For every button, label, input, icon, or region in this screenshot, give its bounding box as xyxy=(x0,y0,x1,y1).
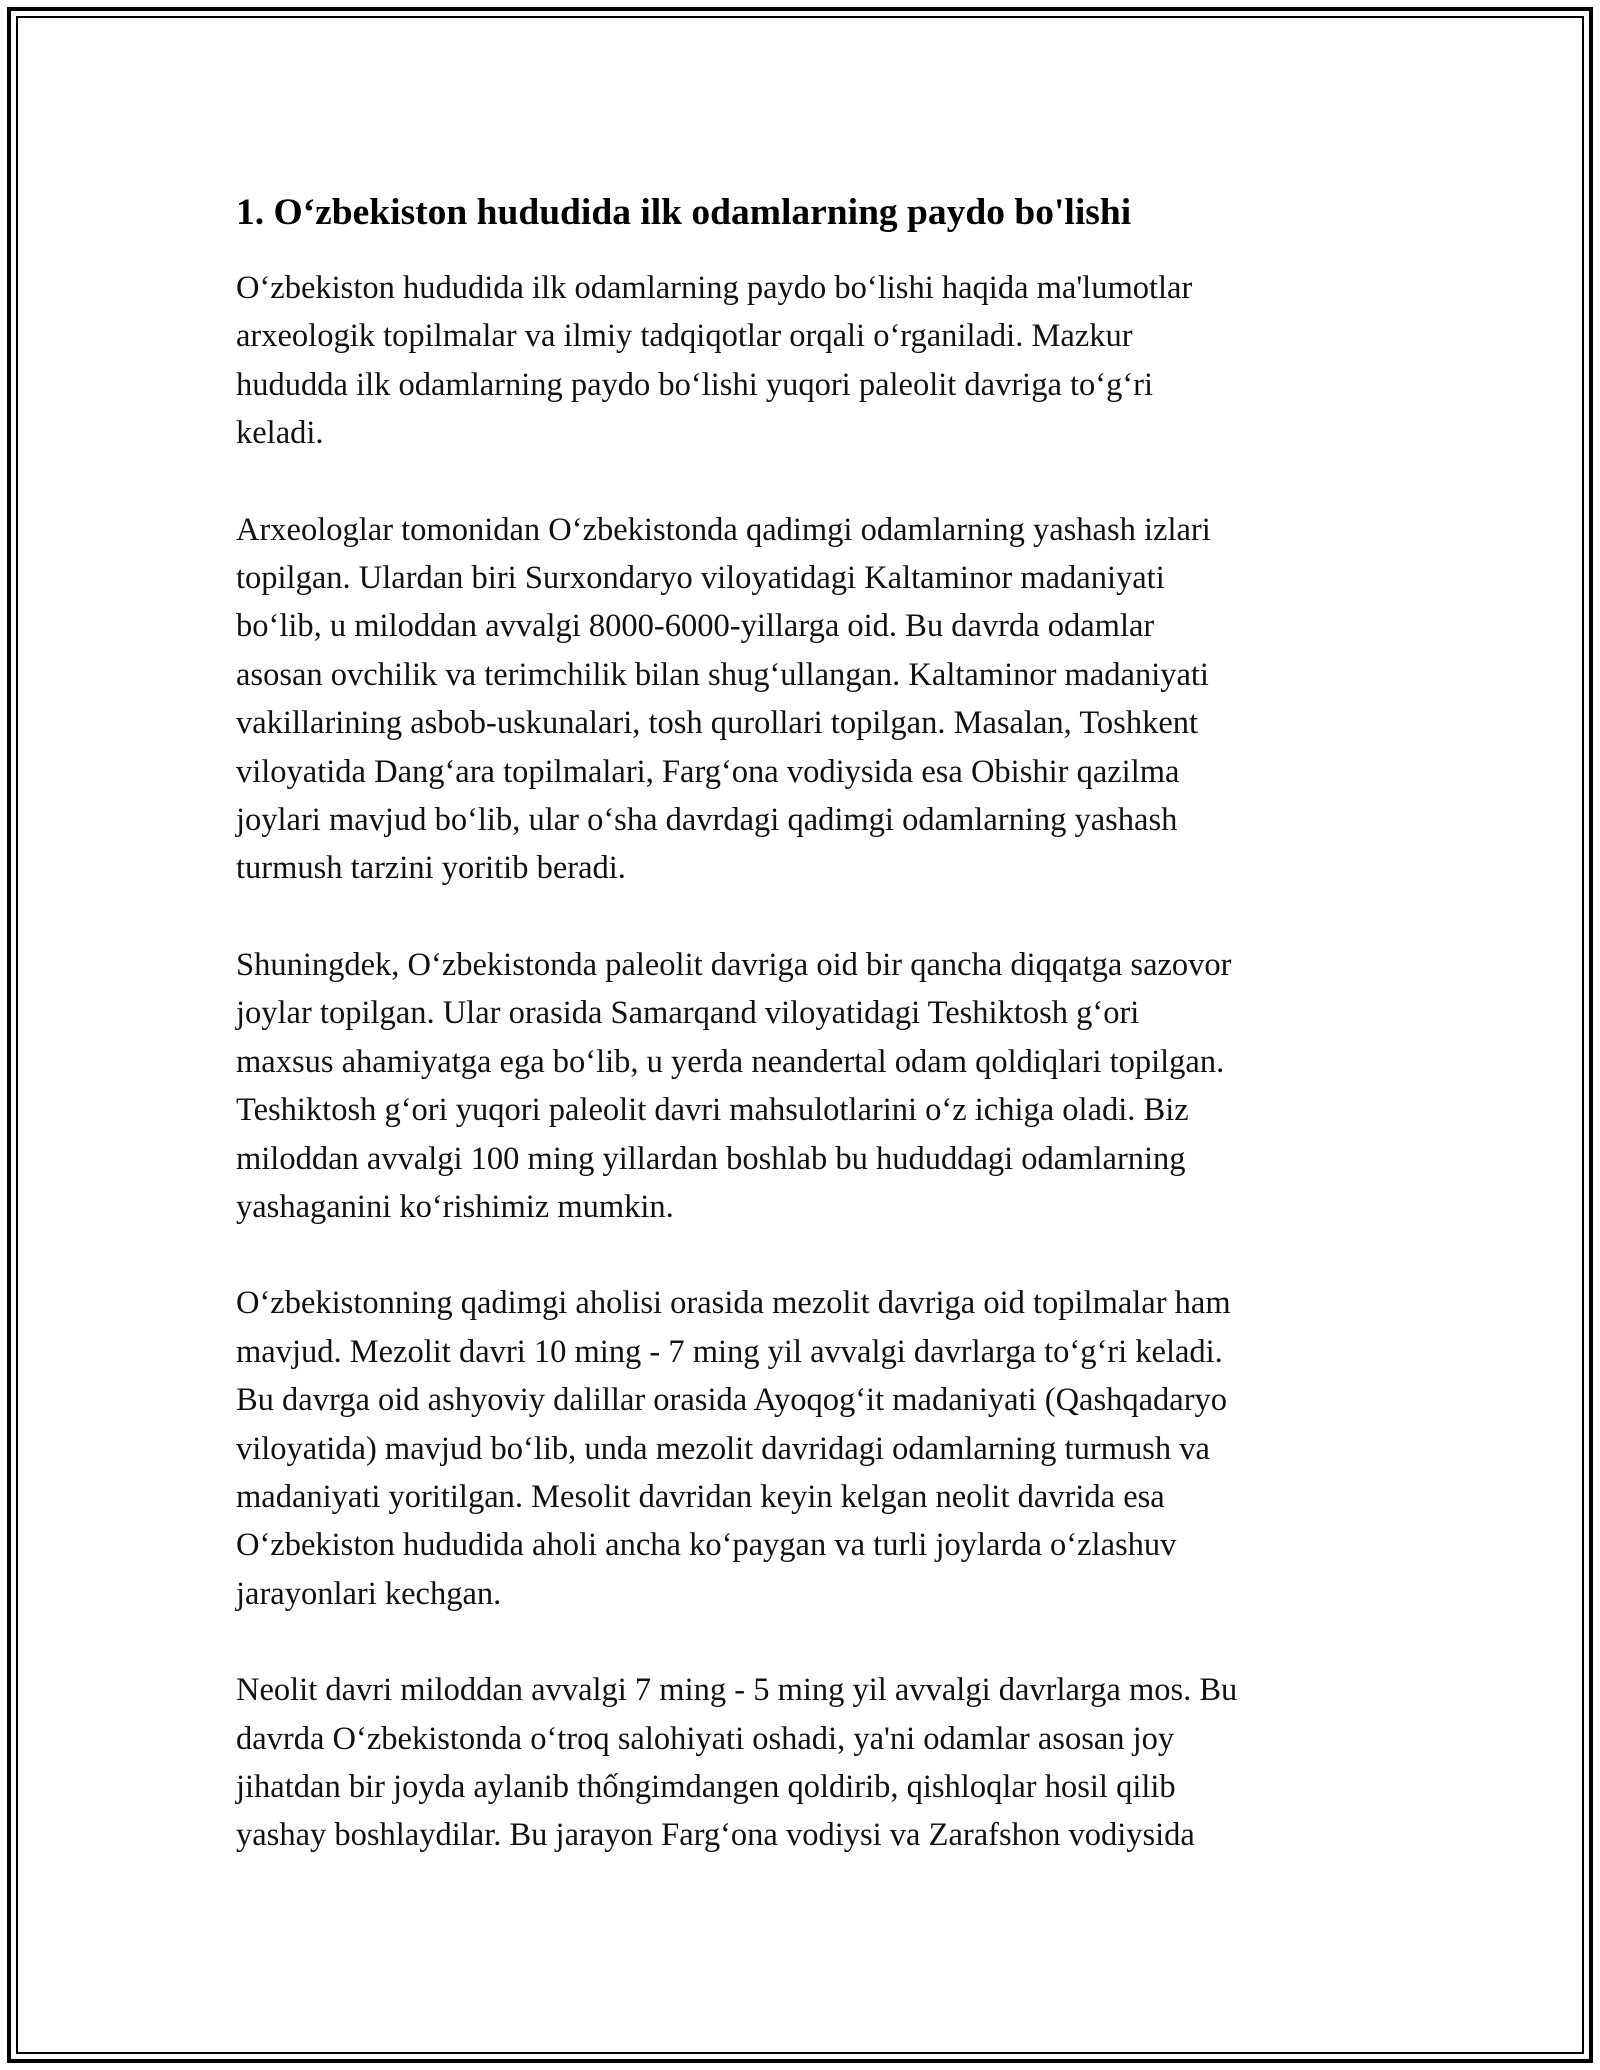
paragraph-line: Oʻzbekiston hududida ilk odamlarning paydo boʻlishi haqida ma'lumotlar xyxy=(236,270,1193,306)
paragraph xyxy=(236,1666,1386,1860)
document-body xyxy=(236,264,1386,1860)
paragraph-line: boʻlib, u miloddan avvalgi 8000-6000-yillarga oid. Bu davrda odamlar xyxy=(236,608,1155,645)
paragraph-line: madaniyati yoritilgan. Mesolit davridan keyin kelgan neolit davrida esa xyxy=(236,1478,1165,1515)
document-title: 1. Oʻzbekiston hududida ilk odamlarning paydo bo'lishi xyxy=(236,192,1132,233)
paragraph xyxy=(236,264,1386,458)
paragraph-line: jihatdan bir joyda aylanib thốngimdangen qoldirib, qishloqlar hosil qilib xyxy=(236,1768,1176,1805)
paragraph-line: jarayonlari kechgan. xyxy=(236,1575,502,1612)
paragraph-line: maxsus ahamiyatga ega boʻlib, u yerda neandertal odam qoldiqlari topilgan. xyxy=(236,1043,1225,1080)
paragraph-line: Shuningdek, Oʻzbekistonda paleolit davriga oid bir qancha diqqatga sazovor xyxy=(236,946,1232,983)
paragraph-line: joylar topilgan. Ular orasida Samarqand viloyatidagi Teshiktosh gʻori xyxy=(236,995,1140,1032)
paragraph-line: vakillarining asbob-uskunalari, tosh qurollari topilgan. Masalan, Toshkent xyxy=(236,705,1199,742)
paragraph-line: davrda Oʻzbekistonda oʻtroq salohiyati oshadi, ya'ni odamlar asosan joy xyxy=(236,1720,1175,1757)
paragraph xyxy=(236,1279,1386,1618)
paragraph-line: Oʻzbekistonning qadimgi aholisi orasida mezolit davriga oid topilmalar ham xyxy=(236,1285,1231,1322)
paragraph-line: Arxeologlar tomonidan Oʻzbekistonda qadimgi odamlarning yashash izlari xyxy=(236,511,1211,548)
paragraph-line: Bu davrga oid ashyoviy dalillar orasida Ayoqogʻit madaniyati (Qashqadaryo xyxy=(236,1382,1228,1419)
paragraph-line: Teshiktosh gʻori yuqori paleolit davri mahsulotlarini oʻz ichiga oladi. Biz xyxy=(236,1092,1189,1129)
paragraph-line: yashay boshlaydilar. Bu jarayon Fargʻona vodiysi va Zarafshon vodiysida xyxy=(236,1817,1195,1854)
paragraph-line: viloyatida) mavjud boʻlib, unda mezolit davridagi odamlarning turmush va xyxy=(236,1430,1210,1467)
paragraph-line: turmush tarzini yoritib beradi. xyxy=(236,850,626,887)
paragraph-line: keladi. xyxy=(236,415,324,452)
paragraph-line: yashaganini koʻrishimiz mumkin. xyxy=(236,1188,674,1225)
paragraph-line: topilgan. Ulardan biri Surxondaryo viloyatidagi Kaltaminor madaniyati xyxy=(236,560,1165,597)
paragraph-line: joylari mavjud boʻlib, ular oʻsha davrdagi qadimgi odamlarning yashash xyxy=(236,802,1178,839)
paragraph xyxy=(236,506,1386,893)
paragraph-line: viloyatida Dangʻara topilmalari, Fargʻona vodiysida esa Obishir qazilma xyxy=(236,753,1180,790)
paragraph xyxy=(236,941,1386,1231)
paragraph-line: Neolit davri miloddan avvalgi 7 ming - 5 ming yil avvalgi davrlarga mos. Bu xyxy=(236,1672,1238,1709)
paragraph-line: arxeologik topilmalar va ilmiy tadqiqotlar orqali oʻrganiladi. Mazkur xyxy=(236,318,1133,355)
paragraph-line: hududda ilk odamlarning paydo boʻlishi yuqori paleolit davriga toʻgʻri xyxy=(236,366,1154,403)
paragraph-line: miloddan avvalgi 100 ming yillardan boshlab bu hududdagi odamlarning xyxy=(236,1140,1186,1177)
document-page xyxy=(236,188,1386,1908)
paragraph-line: Oʻzbekiston hududida aholi ancha koʻpaygan va turli joylarda oʻzlashuv xyxy=(236,1527,1177,1564)
paragraph-line: mavjud. Mezolit davri 10 ming - 7 ming yil avvalgi davrlarga toʻgʻri keladi. xyxy=(236,1333,1223,1370)
paragraph-line: asosan ovchilik va terimchilik bilan shugʻullangan. Kaltaminor madaniyati xyxy=(236,656,1209,693)
